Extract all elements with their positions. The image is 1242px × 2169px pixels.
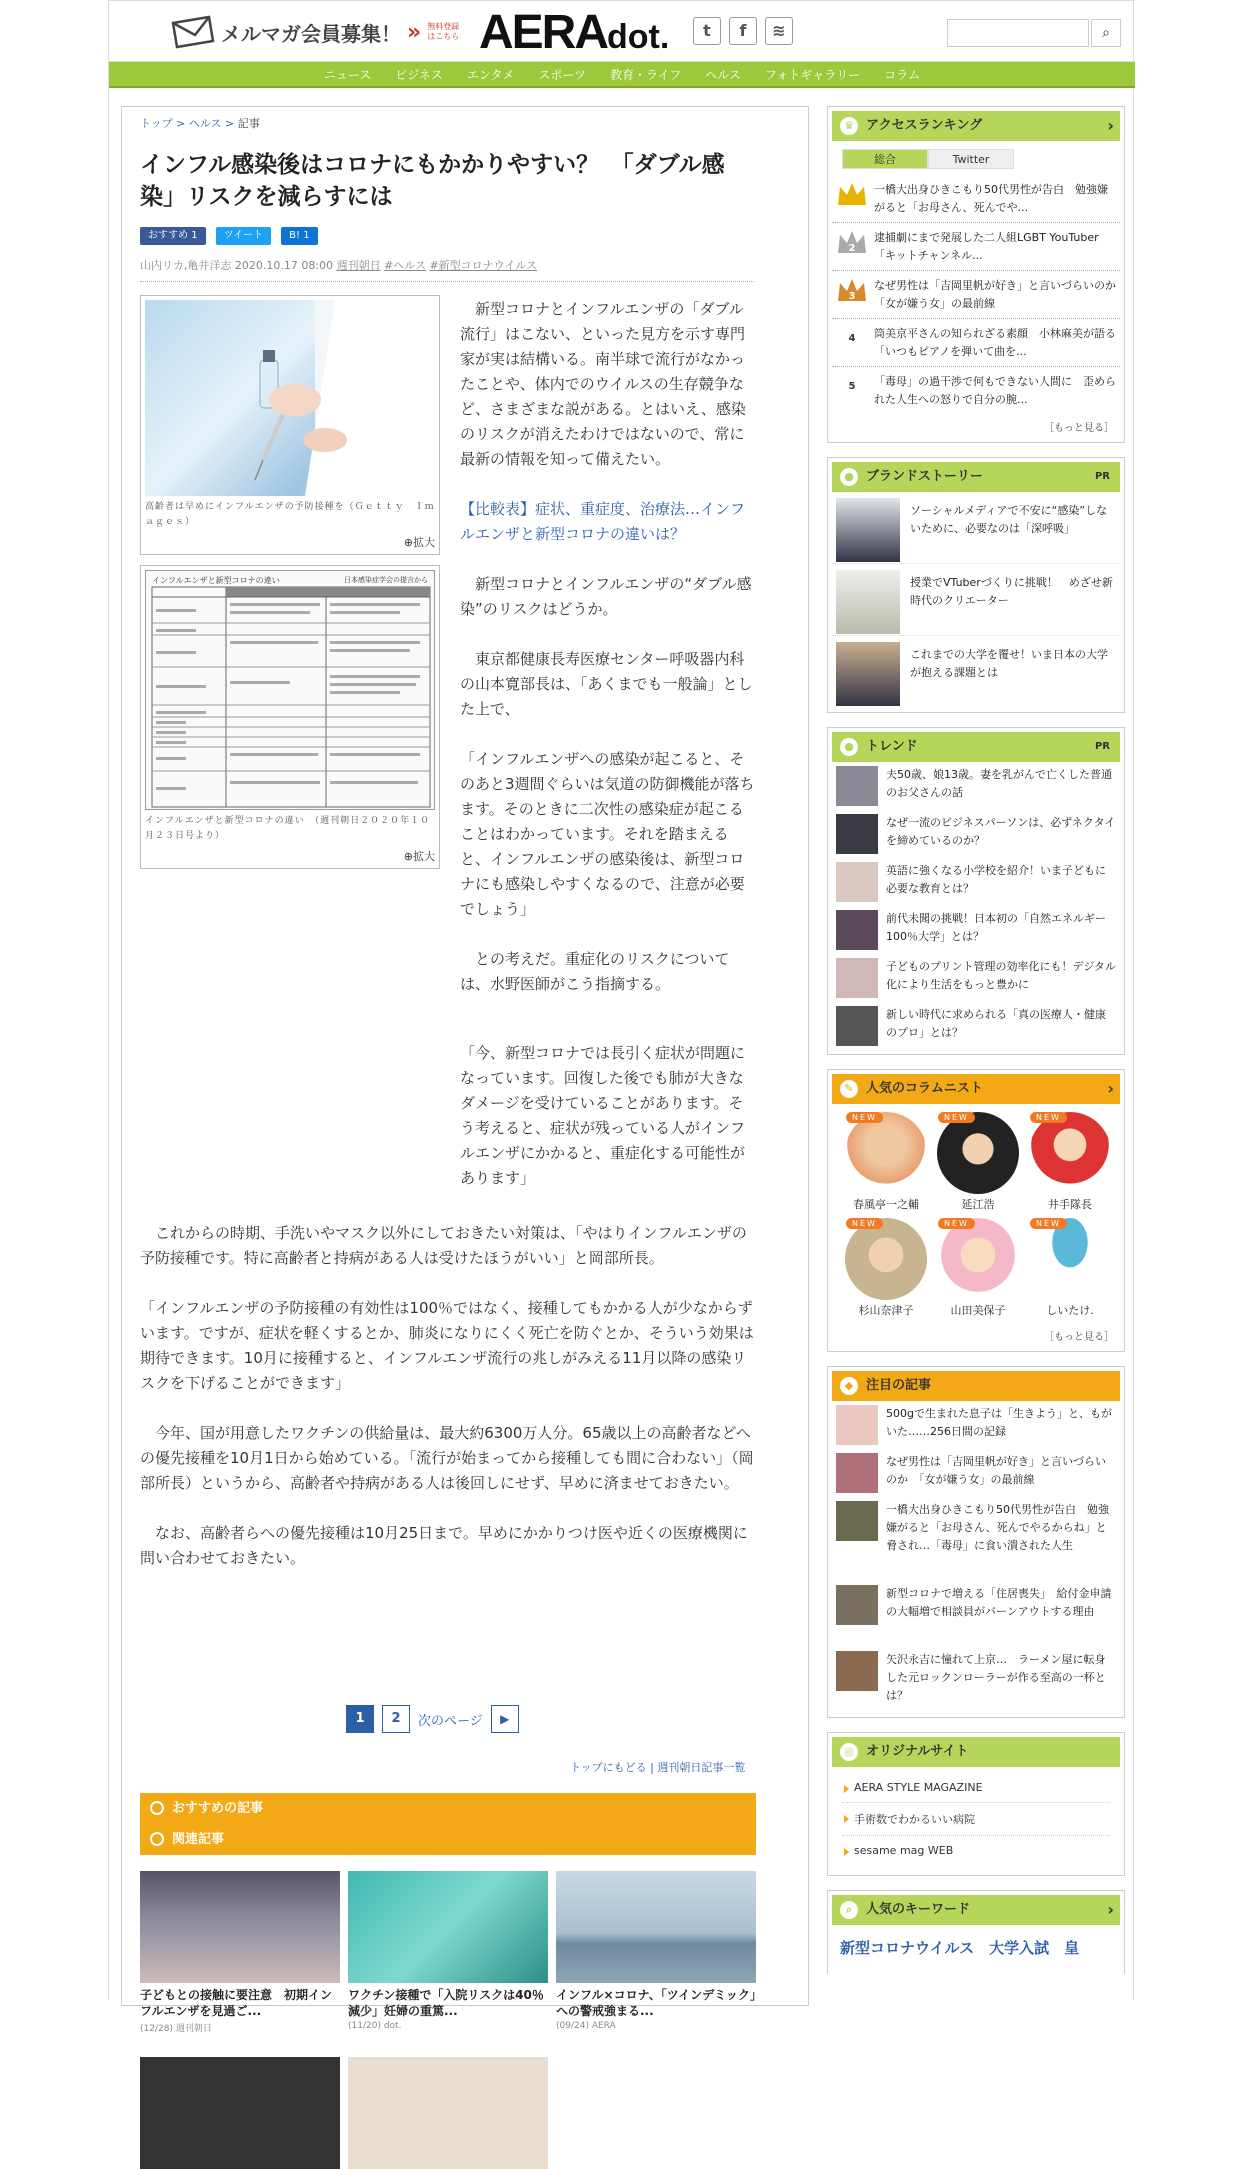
- avatar: [937, 1218, 1019, 1300]
- rank-2-crown-icon: [836, 229, 868, 257]
- tweet-button[interactable]: ツイート: [216, 227, 272, 245]
- trend-item[interactable]: [832, 954, 1120, 1002]
- thumbnail: [836, 958, 878, 998]
- ranking-item[interactable]: [832, 223, 1120, 271]
- thumbnail: [836, 1585, 878, 1625]
- recommend-item-date: (12/28) 週刊朝日: [140, 2024, 212, 2034]
- person-icon: ●: [840, 738, 858, 756]
- recommend-item-title: ワクチン接種で「入院リスクは40％減少」妊婦の重篤...: [348, 1988, 544, 2018]
- recommend-item[interactable]: [556, 1871, 756, 2034]
- featured-item[interactable]: [832, 1497, 1120, 1581]
- paragraph: これからの時期、手洗いやマスク以外にしておきたい対策は、「やはりインフルエンザの予防接種です。特に高齢者と持病がある人は受けたほうがいい」と岡部所長。: [140, 1224, 747, 1267]
- featured-header: [832, 1371, 1120, 1401]
- breadcrumb-article: 記事: [237, 117, 260, 130]
- ranking-title: アクセスランキング: [866, 118, 983, 133]
- article-main: [121, 106, 809, 2034]
- trend-item-title: 新しい時代に求められる「真の医療人・健康のプロ」とは？: [886, 1008, 1106, 1039]
- trend-item-title: 前代未聞の挑戦！日本初の「自然エネルギー100％大学」とは？: [886, 912, 1106, 943]
- social-links: [693, 17, 793, 45]
- keyword-title: 人気のキーワード: [866, 1902, 971, 1917]
- columnist-list: [832, 1104, 1120, 1324]
- paragraph: [140, 1041, 756, 1191]
- nav-sports[interactable]: スポーツ: [538, 67, 586, 82]
- person-icon: ●: [840, 468, 858, 486]
- brand-item[interactable]: [832, 636, 1120, 708]
- featured-item-title: 500gで生まれた息子は「生きよう」と、もがいた……256日間の記録: [886, 1407, 1112, 1438]
- thumbnail: [836, 498, 900, 562]
- featured-item-title: 矢沢永吉に憧れて上京… ラーメン屋に転身した元ロックンローラーが作る至高の一杯とは？: [886, 1653, 1106, 1702]
- new-badge: NEW: [938, 1218, 975, 1229]
- zoom-icon: ⊕: [403, 850, 413, 863]
- columnist-name: 杉山奈津子: [858, 1304, 914, 1317]
- trend-item-title: 夫50歳、娘13歳。妻を乳がんで亡くした普通のお父さんの話: [886, 768, 1112, 799]
- rank-5-number: 5: [848, 381, 856, 392]
- paragraph: 「インフルエンザへの感染が起こると、そのあと3週間ぐらいは気道の防御機能が落ちます。そのときに二次性の感染症が起こることはわかっています。それを踏まえると、インフルエンザの感染後は、新型コロナにも感染しやすくなるので、注意が必要でしょう」: [460, 750, 755, 918]
- paragraph: なお、高齢者らへの優先接種は10月25日まで。早めにかかりつけ医や近くの医療機関に問い合わせておきたい。: [140, 1524, 748, 1567]
- trend-item-title: 英語に強くなる小学校を紹介！いま子どもに必要な教育とは？: [886, 864, 1106, 895]
- columnist-name: 井手隊長: [1048, 1198, 1092, 1211]
- article-body-right: [460, 297, 755, 1022]
- ranking-box: [827, 106, 1125, 443]
- thumbnail: [836, 814, 878, 854]
- comparison-table-link[interactable]: 【比較表】症状、重症度、治療法…インフルエンザと新型コロナの違いは？: [460, 500, 746, 543]
- hatena-bookmark-button[interactable]: B! 1: [281, 227, 317, 245]
- ranking-more-link[interactable]: ［もっと見る］: [1044, 423, 1114, 434]
- figure-caption: 高齢者は早めにインフルエンザの予防接種を（Ｇｅｔｔｙ Ｉｍａｇｅｓ）: [145, 502, 435, 527]
- new-badge: NEW: [1030, 1112, 1067, 1123]
- figure-caption: インフルエンザと新型コロナの違い （週刊朝日２０２０年１０月２３日号より）: [145, 816, 431, 841]
- envelope-icon: [169, 15, 215, 49]
- recommend-item-title: 子どもとの接触に要注意 初期インフルエンザを見過ご...: [140, 1988, 333, 2018]
- sidebar: [827, 106, 1125, 1974]
- trend-header: [832, 732, 1120, 762]
- trend-box: [827, 727, 1125, 1055]
- source-link[interactable]: 週刊朝日: [336, 259, 381, 272]
- avatar: [845, 1112, 927, 1194]
- columnist-box: [827, 1069, 1125, 1352]
- svg-text:2: 2: [848, 243, 856, 254]
- new-badge: NEW: [846, 1218, 883, 1229]
- breadcrumb: トップ > ヘルス > 記事: [140, 117, 260, 130]
- ranking-item-title: なぜ男性は「吉岡里帆が好き」と言いづらいのか 「女が嫌う女」の最前線: [874, 279, 1127, 310]
- recommend-item[interactable]: [348, 2057, 548, 2169]
- next-page-link[interactable]: 次のページ: [418, 1713, 483, 1729]
- mailmag-label: メルマガ会員募集！: [221, 21, 401, 46]
- logo-main: AERA: [479, 6, 608, 59]
- search-icon[interactable]: ⌕: [1091, 19, 1121, 47]
- rank-3-crown-icon: [836, 277, 868, 305]
- recommend-item[interactable]: [348, 1871, 548, 2034]
- nav-business[interactable]: ビジネス: [395, 67, 443, 82]
- chevron-right-icon: ›: [1107, 1900, 1114, 1919]
- thumbnail: [836, 642, 900, 706]
- original-link[interactable]: sesame mag WEB: [842, 1836, 1110, 1865]
- recommend-item[interactable]: [140, 1871, 340, 2034]
- new-badge: NEW: [846, 1112, 883, 1123]
- thumbnail: [140, 1871, 340, 1983]
- rss-icon[interactable]: ≋: [765, 17, 793, 45]
- zoom-button[interactable]: [145, 534, 435, 550]
- byline: [140, 257, 754, 282]
- recommend-item-title: インフル×コロナ、「ツインデミック」への警戒強まる...: [556, 1988, 756, 2018]
- table-grid: [146, 571, 435, 810]
- tab-twitter[interactable]: Twitter: [928, 149, 1014, 169]
- avatar: [845, 1218, 927, 1300]
- columnist-name: 山田美保子: [950, 1304, 1006, 1317]
- mushroom-icon: [1029, 1218, 1111, 1300]
- trend-item-title: なぜ一流のビジネスパーソンは、必ずネクタイを締めているのか？: [886, 816, 1116, 847]
- brand-item[interactable]: [832, 564, 1120, 636]
- ranking-item[interactable]: [832, 271, 1127, 319]
- brand-title: ブランドストーリー: [866, 469, 983, 484]
- columnist-item[interactable]: [1024, 1112, 1116, 1212]
- new-badge: NEW: [938, 1112, 975, 1123]
- pagination: [346, 1705, 519, 1733]
- thumbnail: [836, 1006, 878, 1046]
- zoom-icon: ⊕: [403, 536, 413, 549]
- pr-badge: PR: [1094, 471, 1110, 482]
- featured-item[interactable]: [832, 1401, 1120, 1449]
- article-body-full: [140, 1041, 756, 1216]
- recommend-header: [140, 1793, 756, 1855]
- footer-links: トップにもどる | 週刊朝日記事一覧: [570, 1761, 746, 1774]
- original-title: オリジナルサイト: [866, 1744, 969, 1759]
- thumbnail: [836, 1405, 878, 1445]
- keyword-list[interactable]: 新型コロナウイルス 大学入試 皇: [840, 1939, 1080, 1957]
- zoom-label: 拡大: [413, 536, 435, 549]
- columnist-item[interactable]: [840, 1218, 932, 1318]
- thumbnail: [556, 1871, 756, 1983]
- trend-title: トレンド: [866, 739, 918, 754]
- original-list: [832, 1767, 1120, 1871]
- brand-item-title: 授業でVTuberづくりに挑戦！ めざせ新時代のクリエーター: [910, 576, 1113, 607]
- twitter-icon[interactable]: t: [693, 17, 721, 45]
- original-link[interactable]: 手術数でわかるいい病院: [842, 1803, 1110, 1836]
- breadcrumb-top[interactable]: トップ: [140, 117, 173, 130]
- featured-item-title: 新型コロナで増える「住居喪失」 給付金申請の大幅増で相談員がバーンアウトする理由: [886, 1587, 1112, 1618]
- featured-item-title: なぜ男性は「吉岡里帆が好き」と言いづらいのか 「女が嫌う女」の最前線: [886, 1455, 1106, 1486]
- nav-column[interactable]: コラム: [884, 67, 921, 82]
- recommend-item-date: (09/24) AERA: [556, 2021, 616, 2031]
- recommend-list-2: [140, 2057, 756, 2169]
- recommend-item[interactable]: [140, 2057, 340, 2169]
- trend-item[interactable]: [832, 762, 1120, 810]
- chevron-right-icon: »: [407, 19, 422, 45]
- new-badge: NEW: [1030, 1218, 1067, 1229]
- nav-health[interactable]: ヘルス: [705, 67, 741, 82]
- related-title: 関連記事: [172, 1832, 225, 1847]
- paragraph: との考えだ。重症化のリスクについては、水野医師がこう指摘する。: [460, 950, 730, 993]
- breadcrumb-health[interactable]: ヘルス: [188, 117, 222, 130]
- avatar: [1029, 1112, 1111, 1194]
- page-wrapper: [108, 0, 1134, 2034]
- trend-item[interactable]: [832, 1002, 1120, 1050]
- columnist-title: 人気のコラムニスト: [866, 1081, 983, 1096]
- network-icon: [150, 1801, 164, 1815]
- trend-item[interactable]: [832, 906, 1120, 954]
- nav-news[interactable]: ニュース: [323, 67, 372, 82]
- tag-covid[interactable]: #新型コロナウイルス: [429, 259, 538, 272]
- original-link[interactable]: AERA STYLE MAGAZINE: [842, 1773, 1110, 1803]
- figure-comparison-table: [140, 565, 440, 869]
- chevron-right-icon: ›: [1107, 116, 1114, 135]
- thumbnail: [836, 862, 878, 902]
- ranking-header[interactable]: [832, 111, 1120, 141]
- thumbnail: [836, 570, 900, 634]
- featured-item[interactable]: [832, 1449, 1120, 1497]
- publish-date: 2020.10.17 08:00: [234, 259, 334, 272]
- article-title: インフル感染後はコロナにもかかりやすい？ 「ダブル感染」リスクを減らすには: [140, 152, 725, 210]
- keyword-box: [827, 1890, 1125, 1974]
- paragraph: 新型コロナとインフルエンザの「ダブル流行」はこない、といった見方を示す専門家が実は結構いる。南半球で流行がなかったことや、体内でのウイルスの生存競争など、さまざまな説がある。とはいえ、感染のリスクが消えたわけではないので、常に最新の情報を知って備えたい。: [460, 300, 746, 468]
- featured-box: [827, 1366, 1125, 1718]
- featured-item[interactable]: [832, 1647, 1120, 1713]
- mailmag-banner[interactable]: [169, 15, 463, 49]
- author: 山内リカ,亀井洋志: [140, 259, 232, 272]
- zoom-label: 拡大: [413, 850, 435, 863]
- columnist-header[interactable]: [832, 1074, 1120, 1104]
- thumbnail: [348, 1871, 548, 1983]
- columnist-name: 春風亭一之輔: [853, 1198, 919, 1211]
- pencil-icon: ✎: [840, 1080, 858, 1098]
- mailmag-sub: 無料登録はこちら: [427, 22, 460, 41]
- columnist-item[interactable]: [1024, 1218, 1116, 1318]
- search-input[interactable]: [947, 19, 1089, 47]
- page-1-button[interactable]: 1: [346, 1705, 374, 1733]
- columnist-item[interactable]: [932, 1112, 1024, 1212]
- brand-item-title: ソーシャルメディアで不安に“感染”しないために、必要なのは「深呼吸」: [910, 504, 1108, 535]
- pr-badge: PR: [1094, 741, 1110, 752]
- brand-item-title: これまでの大学を覆せ！いま日本の大学が抱える課題とは: [910, 648, 1108, 679]
- columnist-item[interactable]: [932, 1218, 1024, 1318]
- share-bar: [140, 227, 790, 245]
- trend-item[interactable]: [832, 810, 1120, 858]
- paragraph: 東京都健康長寿医療センター呼吸器内科の山本寛部長は、「あくまでも一般論」とした上で、: [460, 650, 753, 718]
- paragraph: 新型コロナとインフルエンザの“ダブル感染”のリスクはどうか。: [460, 575, 752, 618]
- figure-vaccine: [140, 295, 440, 555]
- recommend-list: [140, 1871, 756, 2034]
- columnist-item[interactable]: [840, 1112, 932, 1212]
- original-site-box: [827, 1732, 1125, 1876]
- original-header: [832, 1737, 1120, 1767]
- columnist-more-link[interactable]: ［もっと見る］: [1044, 1332, 1114, 1343]
- nav-education[interactable]: 教育・ライフ: [609, 67, 682, 82]
- search-icon: ⌕: [840, 1901, 858, 1919]
- svg-text:3: 3: [848, 291, 856, 302]
- ranking-item-title: 一橋大出身ひきこもり50代男性が告白 勉強嫌がると「お母さん、死んでや...: [874, 183, 1108, 214]
- table-title: インフルエンザと新型コロナの違い: [152, 576, 280, 585]
- trend-item-title: 子どものプリント管理の効率化にも！デジタル化により生活をもっと豊かに: [886, 960, 1116, 991]
- facebook-icon[interactable]: f: [729, 17, 757, 45]
- thumbnail: [836, 1453, 878, 1493]
- thumbnail: [836, 1501, 878, 1541]
- paragraph: 今年、国が用意したワクチンの供給量は、最大約6300万人分。65歳以上の高齢者などへの優先接種を10月1日から始めている。「流行が始まってから接種しても間に合わない」（岡部所長）というから、高齢者や持病がある人は後回しにせず、早めに済ませておきたい。: [140, 1424, 754, 1492]
- vaccine-photo[interactable]: [145, 300, 435, 496]
- facebook-share-button[interactable]: おすすめ 1: [140, 227, 206, 245]
- columnist-name: しいたけ.: [1046, 1304, 1094, 1317]
- table-source: 日本感染症学会の提言から: [344, 576, 428, 584]
- recommend-tab[interactable]: [140, 1793, 756, 1824]
- rank-4-number: 4: [848, 333, 856, 344]
- thumbnail: [836, 910, 878, 950]
- article-body-lower: [140, 1193, 756, 1596]
- ranking-item-title: 逮捕劇にまで発展した二人組LGBT YouTuber「キットチャンネル...: [874, 231, 1099, 262]
- tag-icon: ◆: [840, 1377, 858, 1395]
- trend-item[interactable]: [832, 858, 1120, 906]
- thumbnail: [140, 2057, 340, 2169]
- quote-text: 「今、新型コロナでは長引く症状が問題になっています。回復した後でも肺が大きなダメージを受けていることがあります。そう考えると、症状が残っている人がインフルエンザにかかると、重症化する可能性があります」: [460, 1044, 746, 1187]
- avatar: [937, 1112, 1019, 1194]
- syringe-icon: [145, 300, 435, 496]
- recommend-item-date: (11/20) dot.: [348, 2021, 402, 2031]
- ranking-item-title: 筒美京平さんの知られざる素顔 小林麻美が語る「いつもピアノを弾いて曲を...: [874, 327, 1116, 358]
- related-tab[interactable]: [140, 1824, 756, 1855]
- article-list-link[interactable]: 週刊朝日記事一覧: [657, 1761, 746, 1774]
- thumbnail: [836, 766, 878, 806]
- columnist-name: 延江浩: [961, 1198, 995, 1211]
- page-2-button[interactable]: 2: [382, 1705, 410, 1733]
- ranking-item-title: 「毒母」の過干渉で何もできない人間に 歪められた人生への怒りで自分の腕...: [874, 375, 1116, 406]
- brand-item[interactable]: [832, 492, 1120, 564]
- global-nav: [109, 62, 1135, 88]
- tab-total[interactable]: 総合: [842, 149, 928, 169]
- thumbnail: [836, 1651, 878, 1691]
- nav-entertainment[interactable]: エンタメ: [466, 67, 515, 82]
- comparison-table-image[interactable]: [145, 570, 435, 810]
- paragraph: 「インフルエンザの予防接種の有効性は100％ではなく、接種してもかかる人が少なからずいます。ですが、症状を軽くするとか、肺炎になりにくく死亡を防ぐとか、そういう効果は期待できます。10月に接種すると、インフルエンザ流行の兆しがみえる11月以降の感染リスクを下げることができます」: [140, 1299, 754, 1392]
- play-icon[interactable]: ▶: [491, 1705, 519, 1733]
- logo-sub: dot.: [607, 18, 670, 56]
- back-to-top-link[interactable]: トップにもどる: [570, 1761, 647, 1774]
- brand-header: [832, 462, 1120, 492]
- crown-icon: ♛: [840, 117, 858, 135]
- network-icon: [150, 1832, 164, 1846]
- brand-story-box: [827, 457, 1125, 713]
- featured-title: 注目の記事: [866, 1378, 932, 1393]
- ranking-item[interactable]: [832, 175, 1120, 223]
- site-header: [109, 0, 1135, 62]
- rank-1-crown-icon: [836, 181, 868, 209]
- thumbnail: [348, 2057, 548, 2169]
- chevron-right-icon: ›: [1107, 1079, 1114, 1098]
- featured-item[interactable]: [832, 1581, 1120, 1647]
- site-logo[interactable]: [479, 6, 670, 59]
- tag-health[interactable]: #ヘルス: [384, 259, 426, 272]
- zoom-button[interactable]: [145, 848, 435, 864]
- recommend-title: おすすめの記事: [172, 1801, 264, 1816]
- ranking-tabs: [842, 149, 1120, 169]
- ranking-item[interactable]: [832, 367, 1120, 415]
- featured-item-title: 一橋大出身ひきこもり50代男性が告白 勉強嫌がると「お母さん、死んでやるからね」と脅され…「毒母」に食い潰された人生: [886, 1503, 1109, 1552]
- nav-photo[interactable]: フォトギャラリー: [764, 67, 861, 82]
- globe-icon: ◎: [840, 1743, 858, 1761]
- keyword-header[interactable]: [832, 1895, 1120, 1925]
- ranking-item[interactable]: [832, 319, 1120, 367]
